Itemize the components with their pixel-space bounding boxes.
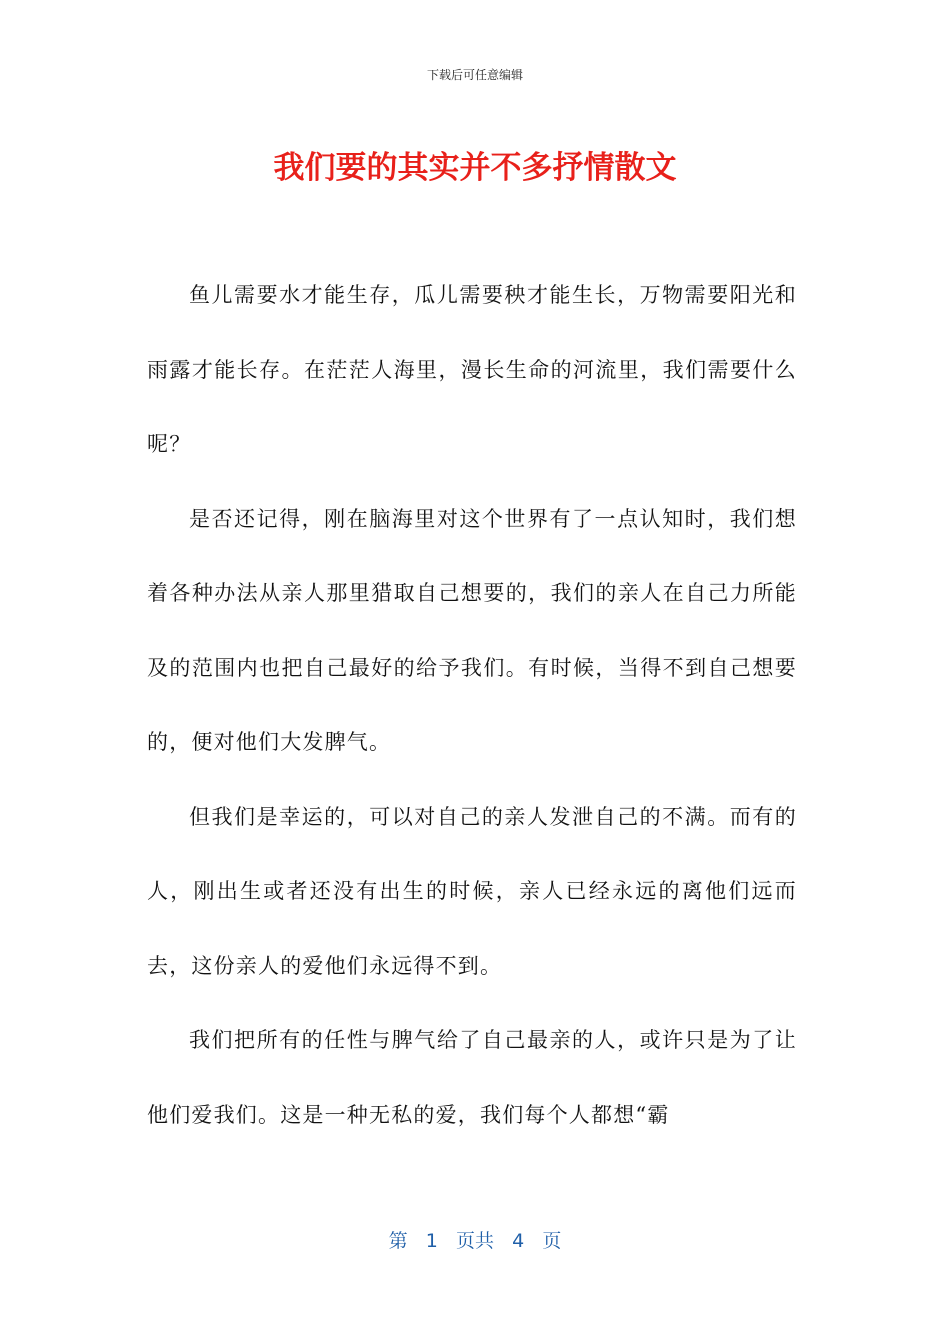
- paragraph: 但我们是幸运的，可以对自己的亲人发泄自己的不满。而有的人，刚出生或者还没有出生的时候，亲人已经永远的离他们远而去，这份亲人的爱他们永远得不到。: [147, 804, 797, 978]
- footer-prefix: 第: [388, 1230, 408, 1252]
- paragraph: 是否还记得，刚在脑海里对这个世界有了一点认知时，我们想着各种办法从亲人那里猎取自己想要的，我们的亲人在自己力所能及的范围内也把自己最好的给予我们。有时候，当得不到自己想要的，便对他们大发脾气。: [147, 506, 797, 754]
- total-pages: 4: [512, 1230, 525, 1252]
- paragraph: 鱼儿需要水才能生存，瓜儿需要秧才能生长，万物需要阳光和雨露才能长存。在茫茫人海里，漫长生命的河流里，我们需要什么呢？: [147, 283, 797, 456]
- header-note: 下载后可任意编辑: [426, 68, 523, 82]
- paragraph: 我们把所有的任性与脾气给了自己最亲的人，或许只是为了让他们爱我们。这是一种无私的爱，我们每个人都想“霸: [147, 1028, 797, 1127]
- footer-suffix: 页: [542, 1230, 562, 1252]
- footer-middle: 页共: [455, 1230, 494, 1252]
- current-page-number: 1: [425, 1230, 438, 1252]
- document-title: 我们要的其实并不多抒情散文: [273, 150, 677, 186]
- document-body: [147, 258, 797, 1152]
- page-footer: [0, 1226, 950, 1253]
